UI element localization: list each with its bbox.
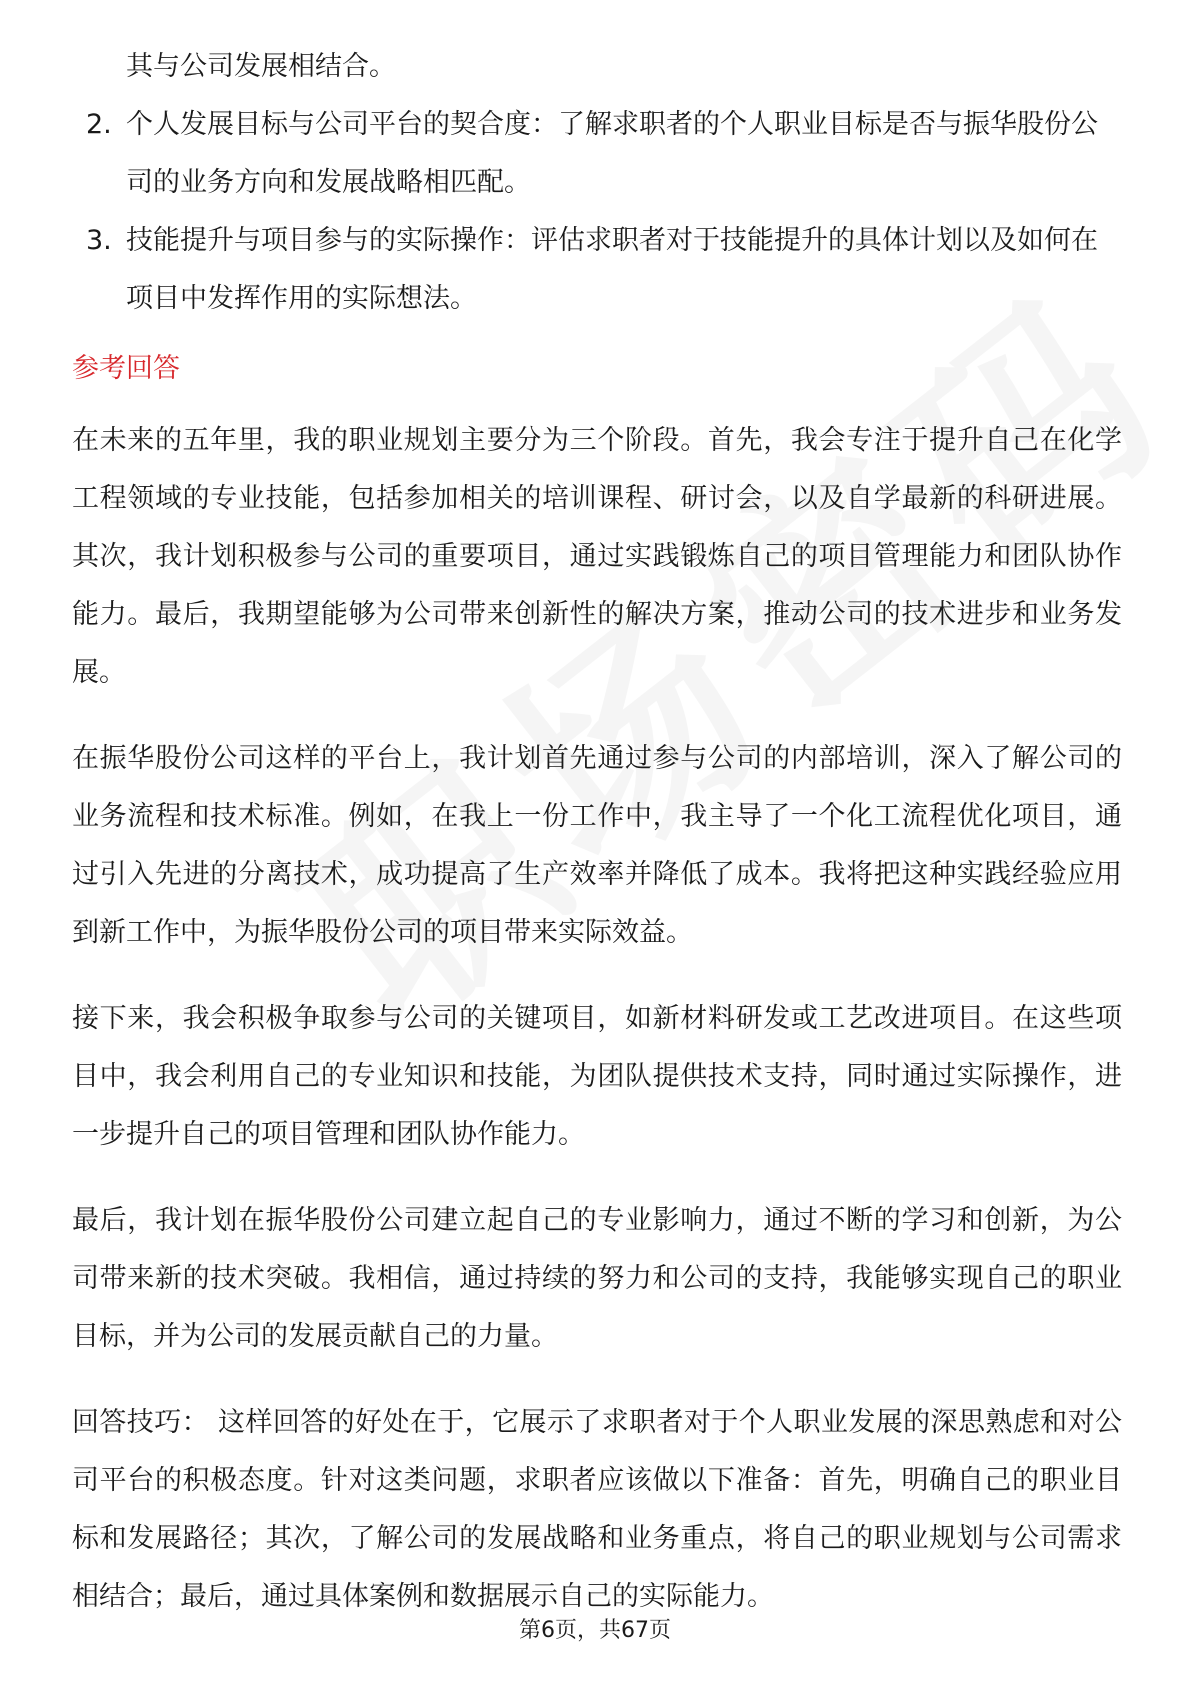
page-number-footer: 第6页，共67页 bbox=[519, 1618, 671, 1643]
list-item-number: 3. bbox=[86, 225, 112, 256]
answer-paragraph: 在未来的五年里，我的职业规划主要分为三个阶段。首先，我会专注于提升自己在化学工程领域的专业技能，包括参加相关的培训课程、研讨会，以及自学最新的科研进展。其次，我计划积极参与公司的重要项目，通过实践锻炼自己的项目管理能力和团队协作能力。最后，我期望能够为公司带来创新性的解决方案，推动公司的技术进步和业务发展。 bbox=[72, 425, 1122, 688]
answer-tips-paragraph: 回答技巧： 这样回答的好处在于，它展示了求职者对于个人职业发展的深思熟虑和对公司平台的积极态度。针对这类问题，求职者应该做以下准备：首先，明确自己的职业目标和发展路径；其次，了解公司的发展战略和业务重点，将自己的职业规划与公司需求相结合；最后，通过具体案例和数据展示自己的实际能力。 bbox=[72, 1407, 1122, 1612]
list-item-number: 2. bbox=[86, 109, 112, 140]
list-item bbox=[72, 212, 1122, 328]
answer-paragraph: 接下来，我会积极争取参与公司的关键项目，如新材料研发或工艺改进项目。在这些项目中，我会利用自己的专业知识和技能，为团队提供技术支持，同时通过实际操作，进一步提升自己的项目管理和团队协作能力。 bbox=[72, 1003, 1122, 1150]
criteria-list bbox=[72, 96, 1122, 328]
list-item-text: 个人发展目标与公司平台的契合度：了解求职者的个人职业目标是否与振华股份公司的业务方向和发展战略相匹配。 bbox=[126, 109, 1098, 198]
answer-paragraph: 最后，我计划在振华股份公司建立起自己的专业影响力，通过不断的学习和创新，为公司带来新的技术突破。我相信，通过持续的努力和公司的支持，我能够实现自己的职业目标，并为公司的发展贡献自己的力量。 bbox=[72, 1205, 1122, 1352]
answer-heading: 参考回答 bbox=[72, 353, 180, 384]
answer-paragraph: 在振华股份公司这样的平台上，我计划首先通过参与公司的内部培训，深入了解公司的业务流程和技术标准。例如，在我上一份工作中，我主导了一个化工流程优化项目，通过引入先进的分离技术，成功提高了生产效率并降低了成本。我将把这种实践经验应用到新工作中，为振华股份公司的项目带来实际效益。 bbox=[72, 743, 1122, 948]
page-content bbox=[72, 38, 1122, 1626]
list-item-continuation: 其与公司发展相结合。 bbox=[126, 51, 396, 82]
list-item-text: 技能提升与项目参与的实际操作：评估求职者对于技能提升的具体计划以及如何在项目中发挥作用的实际想法。 bbox=[126, 225, 1098, 314]
list-item bbox=[72, 96, 1122, 212]
